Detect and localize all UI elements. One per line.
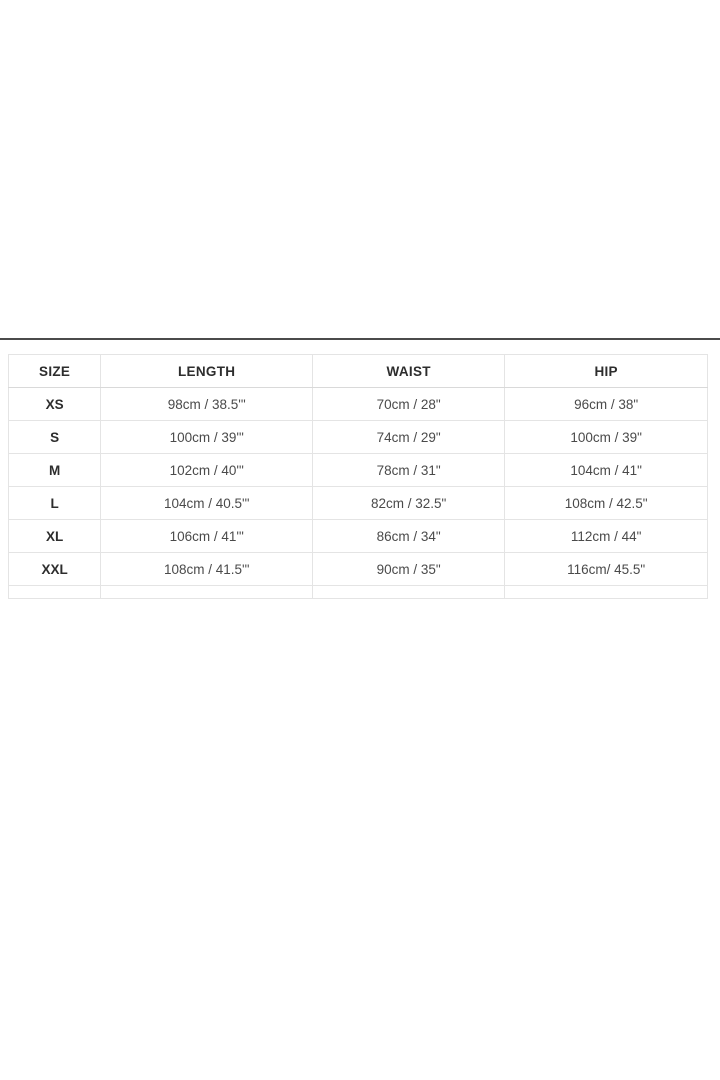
table-row-s bbox=[9, 421, 708, 454]
column-header-waist: WAIST bbox=[313, 355, 505, 388]
table-row-empty bbox=[9, 586, 708, 599]
cell-xxl-hip: 116cm/ 45.5" bbox=[505, 553, 708, 586]
cell-empty-length bbox=[101, 586, 313, 599]
size-chart-section bbox=[8, 354, 708, 599]
cell-m-hip: 104cm / 41" bbox=[505, 454, 708, 487]
cell-s-waist: 74cm / 29" bbox=[313, 421, 505, 454]
cell-l-hip: 108cm / 42.5" bbox=[505, 487, 708, 520]
cell-empty-hip bbox=[505, 586, 708, 599]
column-header-hip: HIP bbox=[505, 355, 708, 388]
cell-s-length: 100cm / 39'" bbox=[101, 421, 313, 454]
cell-xs-length: 98cm / 38.5'" bbox=[101, 388, 313, 421]
cell-xs-waist: 70cm / 28" bbox=[313, 388, 505, 421]
cell-empty-size bbox=[9, 586, 101, 599]
header-row bbox=[9, 355, 708, 388]
cell-s-hip: 100cm / 39" bbox=[505, 421, 708, 454]
size-chart-table bbox=[8, 354, 708, 599]
cell-empty-waist bbox=[313, 586, 505, 599]
cell-m-waist: 78cm / 31" bbox=[313, 454, 505, 487]
cell-xl-length: 106cm / 41'" bbox=[101, 520, 313, 553]
table-row-xs bbox=[9, 388, 708, 421]
cell-xs-hip: 96cm / 38" bbox=[505, 388, 708, 421]
cell-xl-size: XL bbox=[9, 520, 101, 553]
cell-m-length: 102cm / 40'" bbox=[101, 454, 313, 487]
cell-m-size: M bbox=[9, 454, 101, 487]
table-row-l bbox=[9, 487, 708, 520]
cell-l-waist: 82cm / 32.5" bbox=[313, 487, 505, 520]
cell-xl-hip: 112cm / 44" bbox=[505, 520, 708, 553]
cell-xl-waist: 86cm / 34" bbox=[313, 520, 505, 553]
cell-l-length: 104cm / 40.5'" bbox=[101, 487, 313, 520]
cell-l-size: L bbox=[9, 487, 101, 520]
size-chart-body bbox=[9, 388, 708, 599]
table-row-xl bbox=[9, 520, 708, 553]
table-row-m bbox=[9, 454, 708, 487]
column-header-size: SIZE bbox=[9, 355, 101, 388]
cell-s-size: S bbox=[9, 421, 101, 454]
cell-xxl-waist: 90cm / 35" bbox=[313, 553, 505, 586]
table-row-xxl bbox=[9, 553, 708, 586]
cell-xs-size: XS bbox=[9, 388, 101, 421]
cell-xxl-length: 108cm / 41.5'" bbox=[101, 553, 313, 586]
size-chart-header bbox=[9, 355, 708, 388]
cell-xxl-size: XXL bbox=[9, 553, 101, 586]
column-header-length: LENGTH bbox=[101, 355, 313, 388]
section-divider bbox=[0, 338, 720, 340]
